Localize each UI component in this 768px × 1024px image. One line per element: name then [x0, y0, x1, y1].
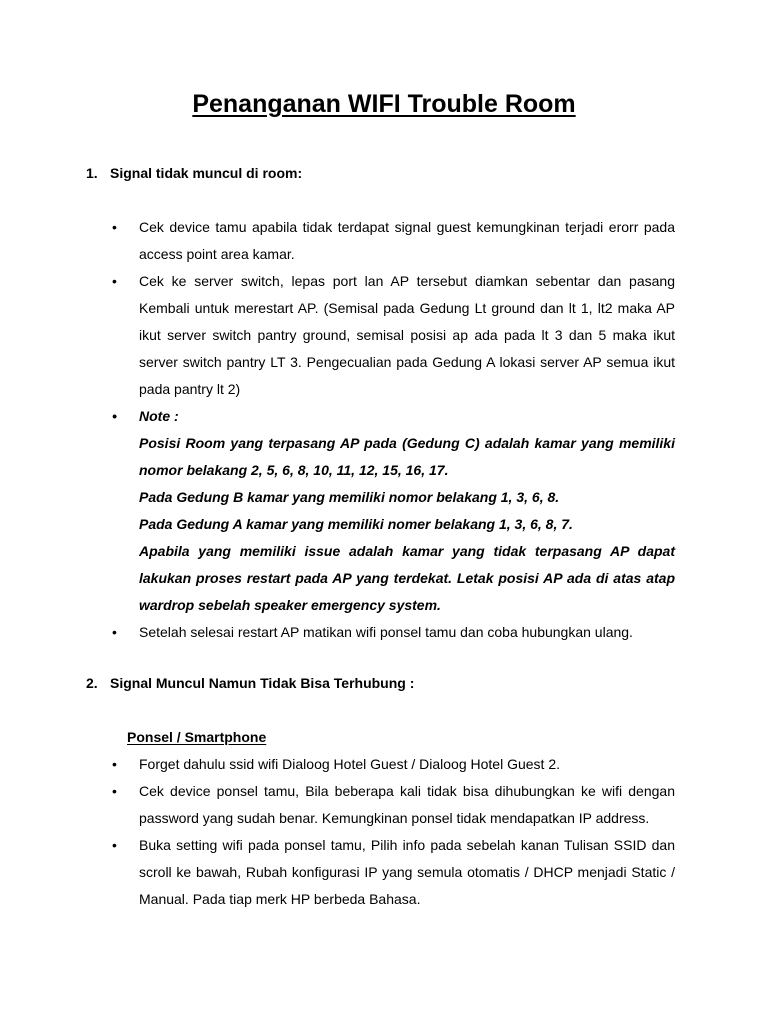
- note-item: [112, 403, 675, 619]
- section-2-list: [112, 751, 675, 913]
- bullet-icon: •: [112, 756, 117, 772]
- bullet-icon: •: [112, 273, 117, 289]
- document-title: [0, 88, 768, 120]
- note-line-restart-info: Apabila yang memiliki issue adalah kamar yang tidak terpasang AP dapat lakukan proses restart pada AP yang terdekat. Letak posisi AP ada di atas atap wardrop sebelah speaker emergency system.: [139, 543, 675, 613]
- section-2-subheading: Ponsel / Smartphone: [127, 729, 267, 745]
- list-item: [112, 268, 675, 403]
- section-2-number: 2.: [86, 675, 98, 691]
- section-1-heading-text: Signal tidak muncul di room:: [110, 165, 303, 181]
- note-line-gedung-c: Posisi Room yang terpasang AP pada (Gedung C) adalah kamar yang memiliki nomor belakang 2, 5, 6, 8, 10, 11, 12, 15, 16, 17.: [139, 435, 675, 478]
- list-item-text: Buka setting wifi pada ponsel tamu, Pilih info pada sebelah kanan Tulisan SSID dan scroll ke bawah, Rubah konfigurasi IP yang semula otomatis / DHCP menjadi Static / Manual. Pada tiap merk HP berbeda Bahasa.: [139, 837, 675, 907]
- list-item-text: Setelah selesai restart AP matikan wifi ponsel tamu dan coba hubungkan ulang.: [139, 624, 633, 640]
- list-item-text: Cek device tamu apabila tidak terdapat signal guest kemungkinan terjadi erorr pada access point area kamar.: [139, 219, 675, 262]
- list-item: [112, 619, 675, 646]
- note-line-gedung-a: Pada Gedung A kamar yang memiliki nomer belakang 1, 3, 6, 8, 7.: [139, 516, 573, 532]
- list-item: [112, 778, 675, 832]
- note-line-gedung-b: Pada Gedung B kamar yang memiliki nomor belakang 1, 3, 6, 8.: [139, 489, 560, 505]
- list-item: [112, 214, 675, 268]
- list-item: [112, 751, 675, 778]
- section-1-heading: [86, 164, 302, 182]
- bullet-icon: •: [112, 219, 117, 235]
- section-2-heading-text: Signal Muncul Namun Tidak Bisa Terhubung :: [110, 675, 415, 691]
- list-item-text: Forget dahulu ssid wifi Dialoog Hotel Guest / Dialoog Hotel Guest 2.: [139, 756, 560, 772]
- list-item: [112, 832, 675, 913]
- list-item-text: Cek ke server switch, lepas port lan AP tersebut diamkan sebentar dan pasang Kembali untuk merestart AP. (Semisal pada Gedung Lt ground dan lt 1, lt2 maka AP ikut server switch pantry ground, semisal posisi ap ada pada lt 3 dan 5 maka ikut server switch pantry LT 3. Pengecualian pada Gedung A lokasi server AP semua ikut pada pantry lt 2): [139, 273, 675, 397]
- section-2-heading: [86, 674, 414, 692]
- bullet-icon: •: [112, 624, 117, 640]
- bullet-icon: •: [112, 408, 117, 424]
- section-1-number: 1.: [86, 165, 98, 181]
- bullet-icon: •: [112, 837, 117, 853]
- bullet-icon: •: [112, 783, 117, 799]
- section-1-list: [112, 214, 675, 646]
- note-label: Note :: [139, 408, 179, 424]
- list-item-text: Cek device ponsel tamu, Bila beberapa kali tidak bisa dihubungkan ke wifi dengan password yang sudah benar. Kemungkinan ponsel tidak mendapatkan IP address.: [139, 783, 675, 826]
- document-title-text: Penanganan WIFI Trouble Room: [192, 90, 576, 118]
